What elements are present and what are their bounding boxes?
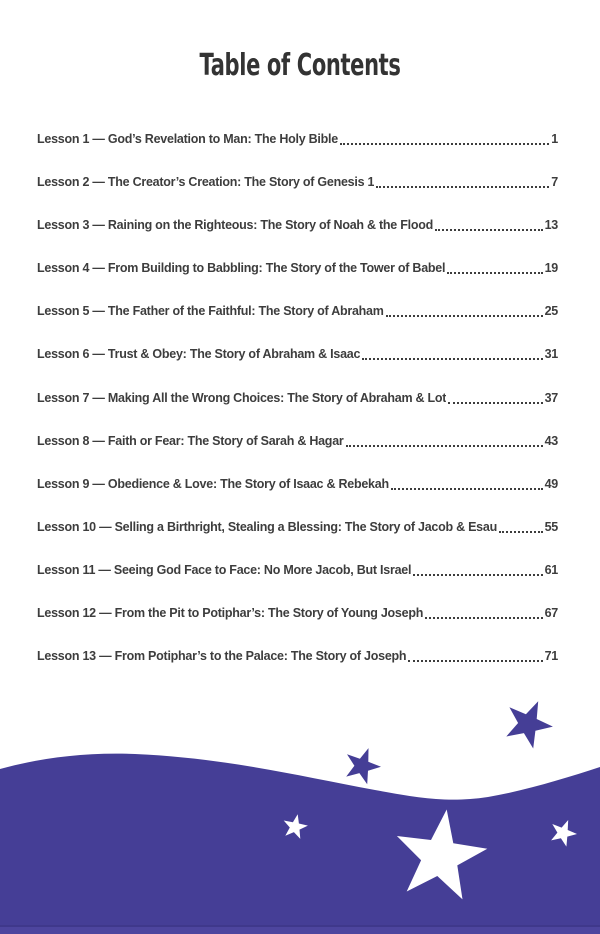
toc-leader-dots [435, 229, 543, 231]
toc-entry-page: 25 [544, 304, 558, 319]
toc-entry-page: 67 [544, 606, 558, 621]
toc-leader-dots [425, 617, 542, 619]
toc-entry-label: Lesson 5 — The Father of the Faithful: The Story of Abraham [37, 304, 384, 319]
toc-entry-page: 55 [544, 519, 558, 534]
toc-leader-dots [362, 358, 542, 360]
toc-leader-dots [499, 531, 543, 533]
toc-entry-page: 37 [544, 390, 558, 405]
page-header [0, 48, 600, 83]
footer-wave-art [0, 690, 600, 934]
wave-shape [0, 754, 600, 934]
toc-entry-page: 19 [544, 261, 558, 276]
toc-entry [37, 476, 558, 492]
toc-entry [37, 260, 558, 276]
toc-entry [37, 519, 558, 535]
toc-entry-label: Lesson 8 — Faith or Fear: The Story of Sarah & Hagar [37, 433, 344, 448]
toc-entry [37, 303, 558, 319]
toc-leader-dots [376, 186, 549, 188]
toc-leader-dots [391, 488, 543, 490]
toc-entry-label: Lesson 7 — Making All the Wrong Choices: The Story of Abraham & Lot [37, 390, 447, 405]
toc-entry-page: 31 [544, 347, 558, 362]
toc-leader-dots [408, 660, 542, 662]
footer-edge-light [0, 927, 600, 934]
toc-entry-label: Lesson 10 — Selling a Birthright, Stealing a Blessing: The Story of Jacob & Esau [37, 519, 497, 534]
toc-entry-label: Lesson 3 — Raining on the Righteous: The Story of Noah & the Flood [37, 218, 433, 233]
toc-entry [37, 174, 558, 190]
toc-entry-page: 7 [551, 175, 558, 190]
toc-entry-label: Lesson 11 — Seeing God Face to Face: No More Jacob, But Israel [37, 562, 412, 577]
toc-leader-dots [448, 402, 542, 404]
toc-entry-page: 71 [544, 649, 558, 664]
toc-entry [37, 131, 558, 147]
page-title: Table of Contents [199, 48, 401, 83]
toc-entry [37, 562, 558, 578]
toc-entry-label: Lesson 1 — God’s Revelation to Man: The Holy Bible [37, 132, 338, 146]
star-icon [506, 701, 553, 748]
toc-entry-label: Lesson 2 — The Creator’s Creation: The Story of Genesis 1 [37, 175, 375, 190]
toc-leader-dots [447, 272, 542, 274]
footer-edge-dark [0, 925, 600, 927]
toc-leader-dots [346, 445, 543, 447]
toc-entry [37, 217, 558, 233]
toc-entry [37, 346, 558, 362]
toc-entry-label: Lesson 9 — Obedience & Love: The Story of Isaac & Rebekah [37, 476, 389, 491]
toc-entry [37, 390, 558, 406]
toc-entry-page: 1 [551, 132, 558, 146]
toc-entry-page: 61 [544, 562, 558, 577]
toc-entry-label: Lesson 12 — From the Pit to Potiphar’s: The Story of Young Joseph [37, 606, 424, 621]
toc-entry-label: Lesson 6 — Trust & Obey: The Story of Abraham & Isaac [37, 347, 361, 362]
toc-entry-page: 49 [544, 476, 558, 491]
toc-entry-page: 13 [544, 218, 558, 233]
toc-entry [37, 648, 558, 664]
toc-entry-label: Lesson 4 — From Building to Babbling: The Story of the Tower of Babel [37, 261, 446, 276]
toc-list [37, 131, 558, 691]
star-icon [346, 748, 381, 784]
toc-leader-dots [340, 143, 549, 145]
toc-entry-page: 43 [544, 433, 558, 448]
toc-leader-dots [386, 315, 543, 317]
toc-entry [37, 433, 558, 449]
toc-entry [37, 605, 558, 621]
toc-entry-label: Lesson 13 — From Potiphar’s to the Palace: The Story of Joseph [37, 649, 407, 664]
toc-leader-dots [413, 574, 542, 576]
